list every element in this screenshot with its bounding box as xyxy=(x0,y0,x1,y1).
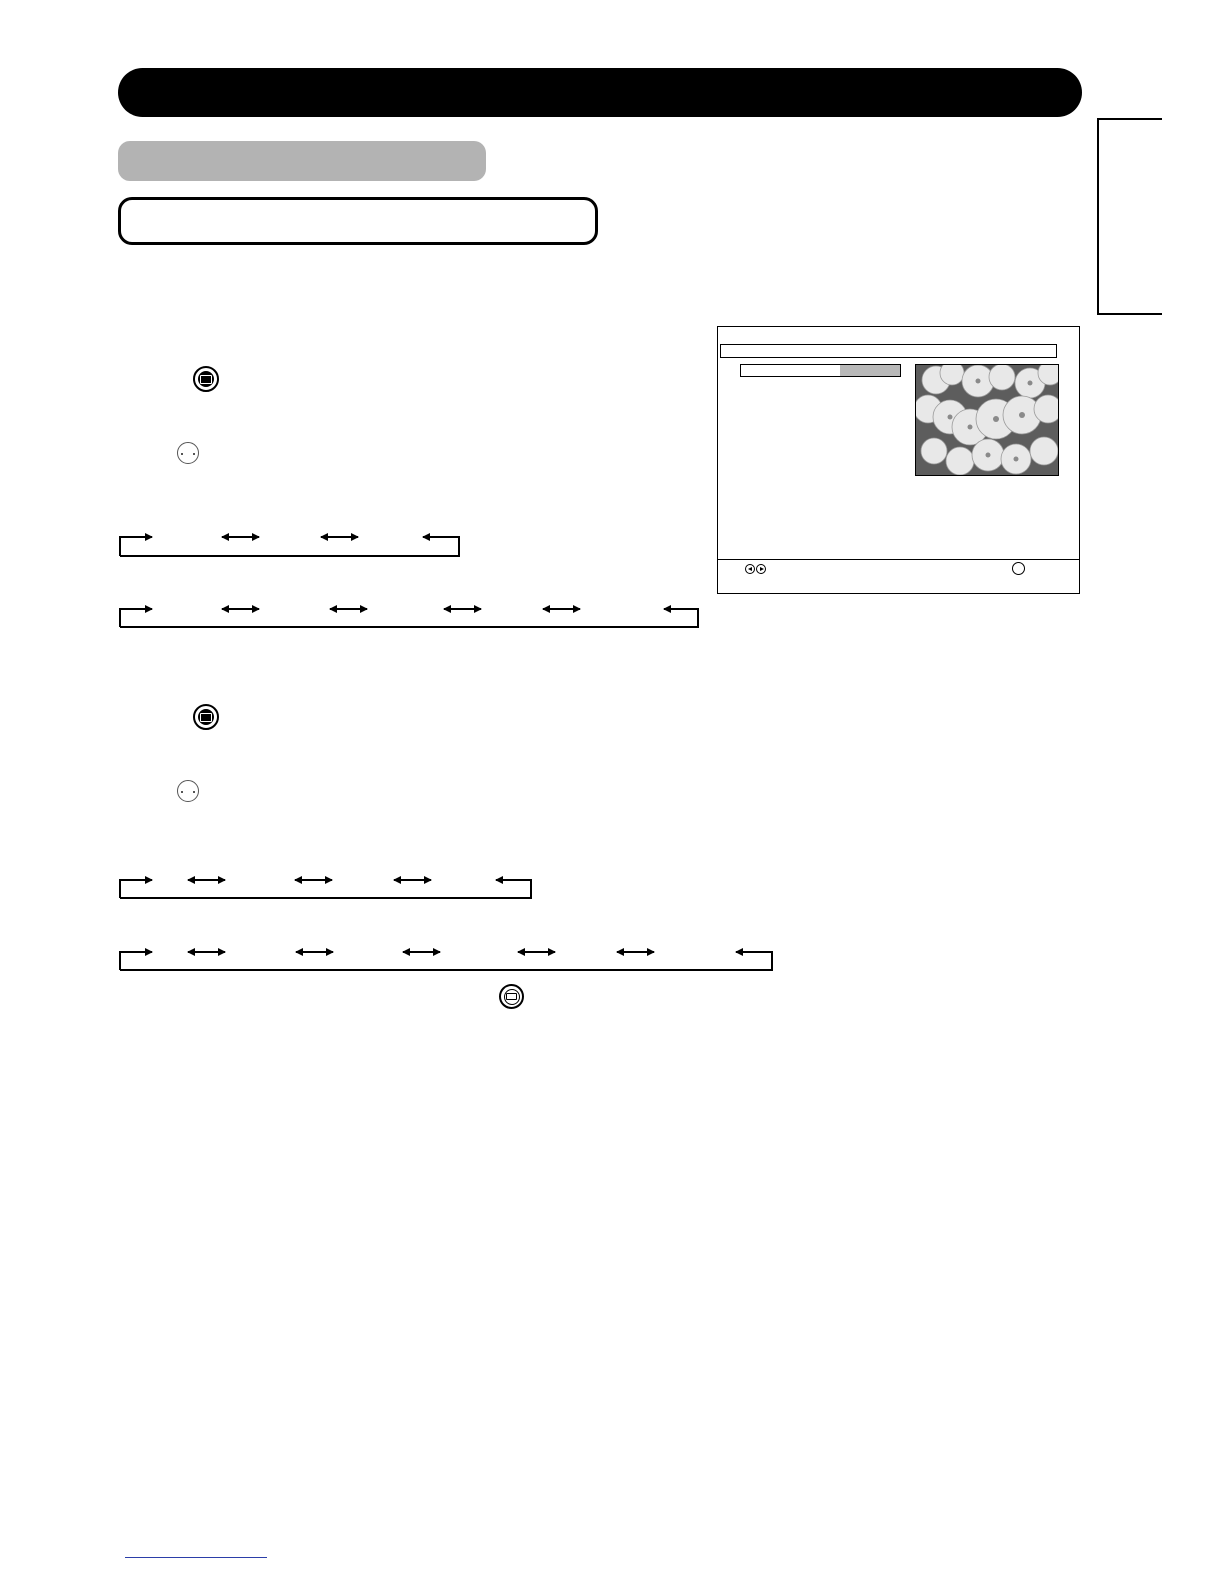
ok-button-icon xyxy=(1012,562,1025,575)
osd-divider xyxy=(718,559,1079,560)
cycle-diagram-2 xyxy=(120,609,698,627)
osd-title-bar xyxy=(720,344,1057,358)
left-arrow-icon xyxy=(745,564,755,574)
cycle-diagram-1 xyxy=(120,537,459,556)
cycle-diagram-4 xyxy=(120,952,772,970)
osd-screen xyxy=(717,326,1080,594)
cycle-diagram-3 xyxy=(120,880,531,898)
right-arrow-icon xyxy=(756,564,766,574)
osd-preview-image xyxy=(915,364,1059,476)
osd-level-slider xyxy=(740,364,901,377)
flowers-image xyxy=(916,365,1058,475)
footer-link-underline[interactable] xyxy=(125,1557,267,1558)
osd-slider-fill xyxy=(840,365,900,376)
